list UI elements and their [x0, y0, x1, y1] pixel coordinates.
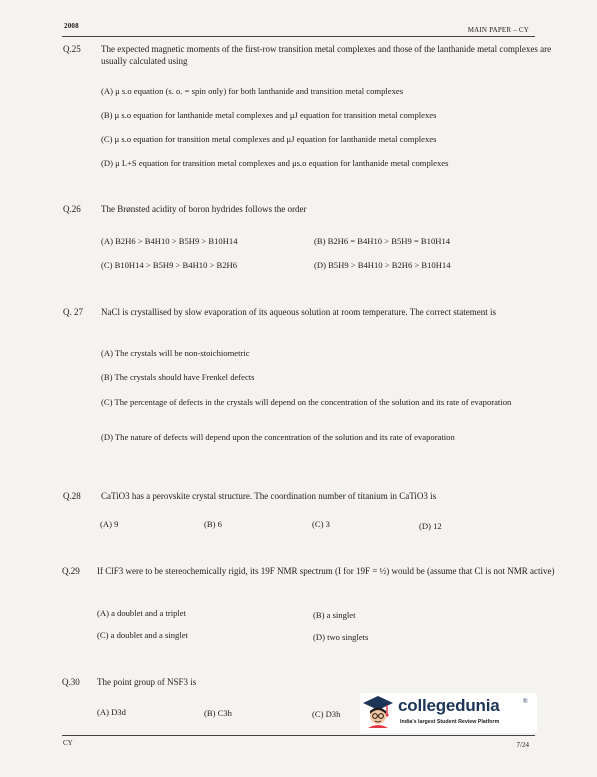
question-number: Q.28 [63, 491, 81, 501]
header-year: 2008 [64, 22, 79, 30]
option-c: (C) D3h [312, 709, 341, 719]
option-b: (B) a singlet [313, 610, 356, 620]
option-d: (D) B5H9 > B4H10 > B2H6 > B10H14 [314, 260, 451, 270]
option-b: (B) C3h [204, 708, 232, 718]
option-b: (B) μ s.o equation for lanthanide metal complexes and μJ equation for transition metal complexes [101, 110, 437, 120]
question-text: NaCl is crystallised by slow evaporation of its aqueous solution at room temperature. The correct statement is [101, 307, 496, 317]
option-b: (B) B2H6 = B4H10 > B5H9 = B10H14 [314, 236, 451, 246]
collegedunia-watermark [360, 693, 537, 733]
option-c: (C) B10H14 > B5H9 > B4H10 > B2H6 [101, 260, 238, 270]
option-a: (A) D3d [97, 707, 126, 717]
question-text: The point group of NSF3 is [97, 677, 197, 687]
question-text: The Brønsted acidity of boron hydrides follows the order [101, 204, 307, 214]
footer-code: CY [63, 739, 73, 747]
question-number: Q.29 [62, 566, 80, 576]
question-text: CaTiO3 has a perovskite crystal structure. The coordination number of titanium in CaTiO3 is [101, 491, 437, 501]
option-b: (B) The crystals should have Frenkel defects [101, 372, 255, 382]
collegedunia-logo-icon [362, 694, 394, 728]
question-text: If ClF3 were to be stereochemically rigid, its 19F NMR spectrum (I for 19F = ½) would be (assume that Cl is not NMR active) [97, 566, 555, 576]
option-a: (A) The crystals will be non-stoichiometric [101, 348, 250, 358]
option-a: (A) μ s.o equation (s. o. = spin only) for both lanthanide and transition metal complexes [101, 86, 404, 96]
registered-mark: ® [523, 699, 528, 705]
option-c: (C) a doublet and a singlet [97, 630, 188, 640]
option-a: (A) a doublet and a triplet [97, 608, 187, 618]
option-a: (A) 9 [100, 519, 119, 529]
option-d: (D) μ L+S equation for transition metal complexes and μs.o equation for lanthanide metal complexes [101, 158, 449, 168]
question-number: Q.30 [62, 677, 80, 687]
option-d: (D) The nature of defects will depend upon the concentration of the solution and its rate of evaporation [101, 432, 455, 442]
option-c: (C) 3 [312, 519, 330, 529]
option-d: (D) 12 [419, 521, 442, 531]
collegedunia-name: collegedunia [398, 696, 500, 715]
header-rule [62, 36, 535, 37]
question-number: Q.25 [63, 44, 81, 54]
footer-rule [62, 735, 535, 736]
option-d: (D) two singlets [313, 632, 369, 642]
option-c: (C) μ s.o equation for transition metal complexes and μJ equation for lanthanide metal complexes [101, 134, 437, 144]
question-number: Q. 27 [63, 307, 83, 317]
collegedunia-tagline: India's largest Student Review Platform [400, 719, 500, 725]
footer-page: 7/24 [516, 741, 529, 749]
option-b: (B) 6 [204, 519, 222, 529]
question-text: The expected magnetic moments of the first-row transition metal complexes and those of the lanthanide metal complexes are usually calculated using [101, 44, 552, 66]
option-c: (C) The percentage of defects in the crystals will depend on the concentration of the solution and its rate of evaporation [101, 397, 512, 407]
question-number: Q.26 [63, 204, 81, 214]
option-a: (A) B2H6 > B4H10 > B5H9 > B10H14 [101, 236, 238, 246]
header-paper: MAIN PAPER – CY [467, 26, 529, 34]
